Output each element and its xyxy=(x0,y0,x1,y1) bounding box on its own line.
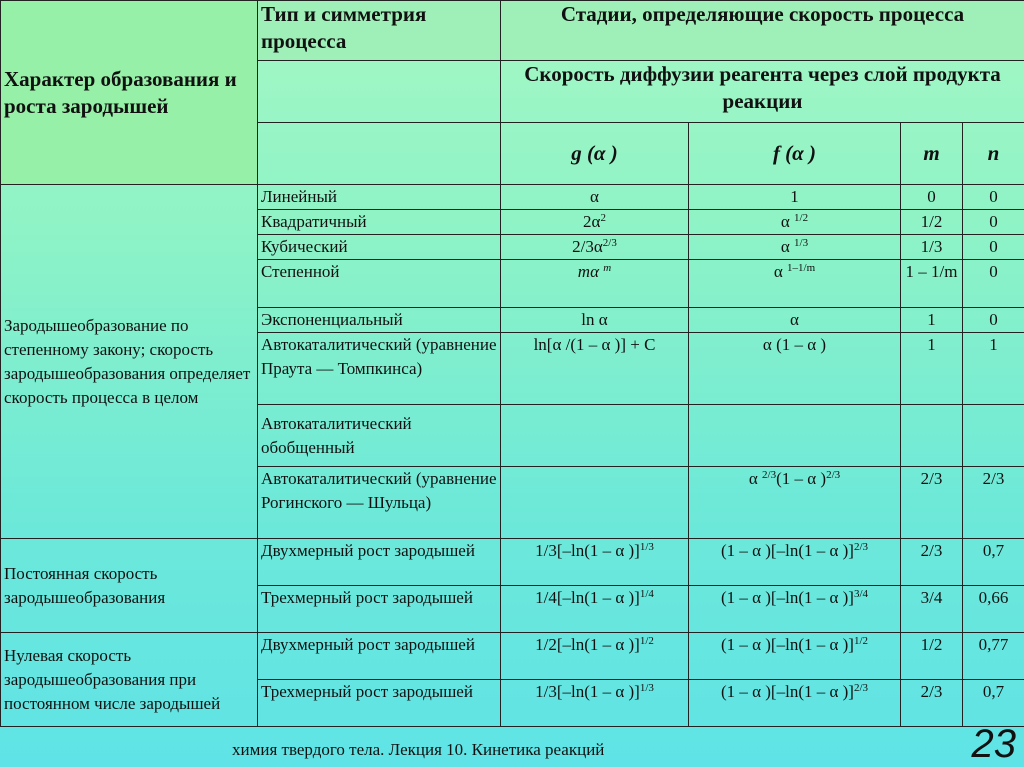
row-m: 1 – 1/m xyxy=(901,260,963,308)
row-m: 0 xyxy=(901,185,963,210)
row-g: 1/2[–ln(1 – α )]$^{1/2}$ xyxy=(501,633,689,680)
row-m: 2/3 xyxy=(901,680,963,727)
row-m xyxy=(901,405,963,467)
row-type: Автокаталитический (уравнение Рогинского — Шульца) xyxy=(258,467,501,539)
row-f: (1 – α )[–ln(1 – α )]$^{2/3}$ xyxy=(689,539,901,586)
row-type: Квадратичный xyxy=(258,210,501,235)
row-g: ln[α /(1 – α )] + C xyxy=(501,333,689,405)
header-type-empty xyxy=(258,61,501,123)
row-type: Автокаталитический (уравнение Праута — Томпкинса) xyxy=(258,333,501,405)
row-m: 1/3 xyxy=(901,235,963,260)
row-type: Трехмерный рост зародышей xyxy=(258,586,501,633)
row-g xyxy=(501,405,689,467)
row-g: 1/3[–ln(1 – α )]$^{1/3}$ xyxy=(501,680,689,727)
row-f: α $^{1-1/m}$ xyxy=(689,260,901,308)
row-type: Двухмерный рост зародышей xyxy=(258,539,501,586)
row-n: 0 xyxy=(963,308,1024,333)
row-f: (1 – α )[–ln(1 – α )]$^{3/4}$ xyxy=(689,586,901,633)
header-type: Тип и симметрия процесса xyxy=(258,1,501,61)
row-n: 0 xyxy=(963,210,1024,235)
row-n: 0 xyxy=(963,235,1024,260)
header-character: Характер образования и роста зародышей xyxy=(1,1,258,185)
row-g: $2\alpha^2$ xyxy=(501,210,689,235)
row-n: 0 xyxy=(963,260,1024,308)
row-f: α (1 – α ) xyxy=(689,333,901,405)
row-g: 1/3[–ln(1 – α )]$^{1/3}$ xyxy=(501,539,689,586)
row-f: α $^{2/3}$(1 – α )$^{2/3}$ xyxy=(689,467,901,539)
row-m: 3/4 xyxy=(901,586,963,633)
row-f: 1 xyxy=(689,185,901,210)
row-f: α $^{1/2}$ xyxy=(689,210,901,235)
row-g: 1/4[–ln(1 – α )]$^{1/4}$ xyxy=(501,586,689,633)
row-n xyxy=(963,405,1024,467)
row-g: mα $^m$ xyxy=(501,260,689,308)
row-type: Трехмерный рост зародышей xyxy=(258,680,501,727)
row-n: 0,66 xyxy=(963,586,1024,633)
row-type: Степенной xyxy=(258,260,501,308)
header-n: n xyxy=(963,123,1024,185)
row-m: 1 xyxy=(901,333,963,405)
group-constant-rate: Постоянная скорость зародышеобразования xyxy=(1,539,258,633)
row-f: α $^{1/3}$ xyxy=(689,235,901,260)
header-f: f (α ) xyxy=(689,123,901,185)
row-n: 1 xyxy=(963,333,1024,405)
row-type: Экспоненциальный xyxy=(258,308,501,333)
header-stages: Стадии, определяющие скорость процесса xyxy=(501,1,1024,61)
row-f: (1 – α )[–ln(1 – α )]$^{1/2}$ xyxy=(689,633,901,680)
row-g xyxy=(501,467,689,539)
footer-caption: химия твердого тела. Лекция 10. Кинетика реакций xyxy=(232,740,605,759)
row-g: α xyxy=(501,185,689,210)
row-n: 0,7 xyxy=(963,680,1024,727)
slide-number: 23 xyxy=(971,722,1016,766)
header-type-empty-2 xyxy=(258,123,501,185)
header-substage: Скорость диффузии реагента через слой продукта реакции xyxy=(501,61,1024,123)
group-zero-rate: Нулевая скорость зародышеобразования при постоянном числе зародышей xyxy=(1,633,258,727)
row-type: Линейный xyxy=(258,185,501,210)
row-m: 1/2 xyxy=(901,633,963,680)
row-f: (1 – α )[–ln(1 – α )]$^{2/3}$ xyxy=(689,680,901,727)
row-n: 2/3 xyxy=(963,467,1024,539)
row-f xyxy=(689,405,901,467)
row-m: 1/2 xyxy=(901,210,963,235)
row-n: 0,77 xyxy=(963,633,1024,680)
row-m: 1 xyxy=(901,308,963,333)
row-m: 2/3 xyxy=(901,539,963,586)
header-g: g (α ) xyxy=(501,123,689,185)
row-type: Кубический xyxy=(258,235,501,260)
row-m: 2/3 xyxy=(901,467,963,539)
group-power-law: Зародышеобразование по степенному закону; скорость зародышеобразования определяет скорость процесса в целом xyxy=(1,185,258,539)
row-type: Двухмерный рост зародышей xyxy=(258,633,501,680)
row-n: 0,7 xyxy=(963,539,1024,586)
row-type: Автокаталитический обобщенный xyxy=(258,405,501,467)
row-f: α xyxy=(689,308,901,333)
header-m: m xyxy=(901,123,963,185)
row-g: ln α xyxy=(501,308,689,333)
row-n: 0 xyxy=(963,185,1024,210)
row-g: $2/3\alpha^{2/3}$ xyxy=(501,235,689,260)
